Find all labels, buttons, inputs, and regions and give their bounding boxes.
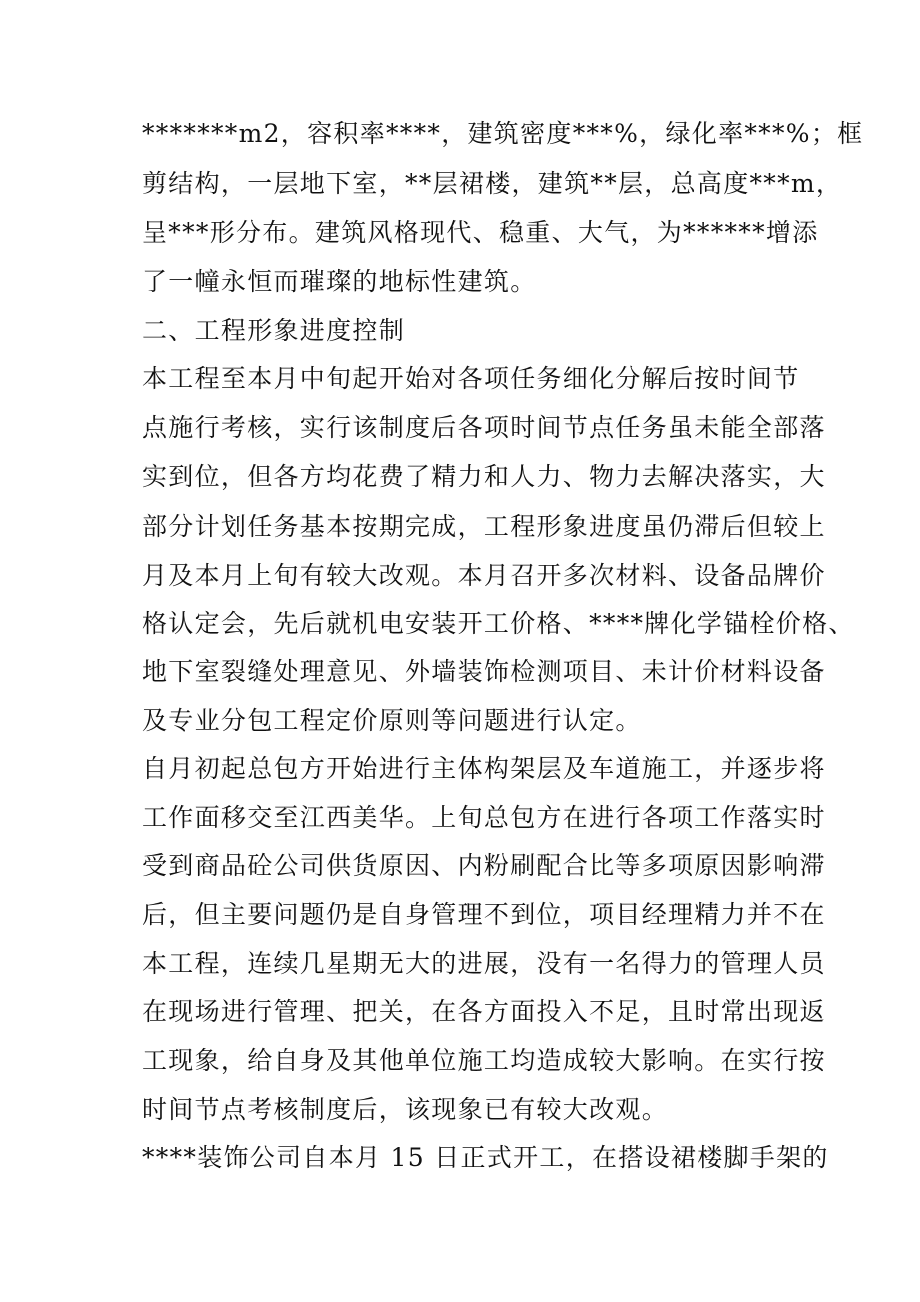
text-line: 工作面移交至江西美华。上旬总包方在进行各项工作落实时	[142, 803, 826, 832]
text-line: 了一幢永恒而璀璨的地标性建筑。	[142, 267, 537, 296]
text-line: ****装饰公司自本月 15 日正式开工，在搭设裙楼脚手架的	[142, 1143, 829, 1172]
text-line: 部分计划任务基本按期完成，工程形象进度虽仍滞后但较上	[142, 512, 826, 541]
text-line: 本工程，连续几星期无大的进展，没有一名得力的管理人员	[142, 949, 826, 978]
text-line: 受到商品砼公司供货原因、内粉刷配合比等多项原因影响滞	[142, 851, 826, 880]
text-line: 点施行考核，实行该制度后各项时间节点任务虽未能全部落	[142, 413, 826, 442]
text-line: 自月初起总包方开始进行主体构架层及车道施工，并逐步将	[142, 754, 826, 783]
text-line: 及专业分包工程定价原则等问题进行认定。	[142, 706, 642, 735]
text-line: 本工程至本月中旬起开始对各项任务细化分解后按时间节	[142, 364, 800, 393]
text-line: 工现象，给自身及其他单位施工均造成较大影响。在实行按	[142, 1046, 826, 1075]
text-line: 格认定会，先后就机电安装开工价格、****牌化学锚栓价格、	[142, 609, 855, 638]
text-line: 实到位，但各方均花费了精力和人力、物力去解决落实，大	[142, 462, 826, 491]
text-line: 时间节点考核制度后，该现象已有较大改观。	[142, 1095, 669, 1124]
text-line: *******m2，容积率****，建筑密度***%，绿化率***%；框	[142, 119, 864, 148]
text-line: 地下室裂缝处理意见、外墙装饰检测项目、未计价材料设备	[142, 657, 826, 686]
section-heading: 二、工程形象进度控制	[142, 316, 406, 345]
text-line: 剪结构，一层地下室，**层裙楼，建筑**层，总高度***m，	[142, 169, 843, 198]
text-line: 月及本月上旬有较大改观。本月召开多次材料、设备品牌价	[142, 561, 826, 590]
text-line: 在现场进行管理、把关，在各方面投入不足，且时常出现返	[142, 997, 826, 1026]
text-line: 后，但主要问题仍是自身管理不到位，项目经理精力并不在	[142, 900, 826, 929]
text-line: 呈***形分布。建筑风格现代、稳重、大气，为******增添	[142, 218, 819, 247]
